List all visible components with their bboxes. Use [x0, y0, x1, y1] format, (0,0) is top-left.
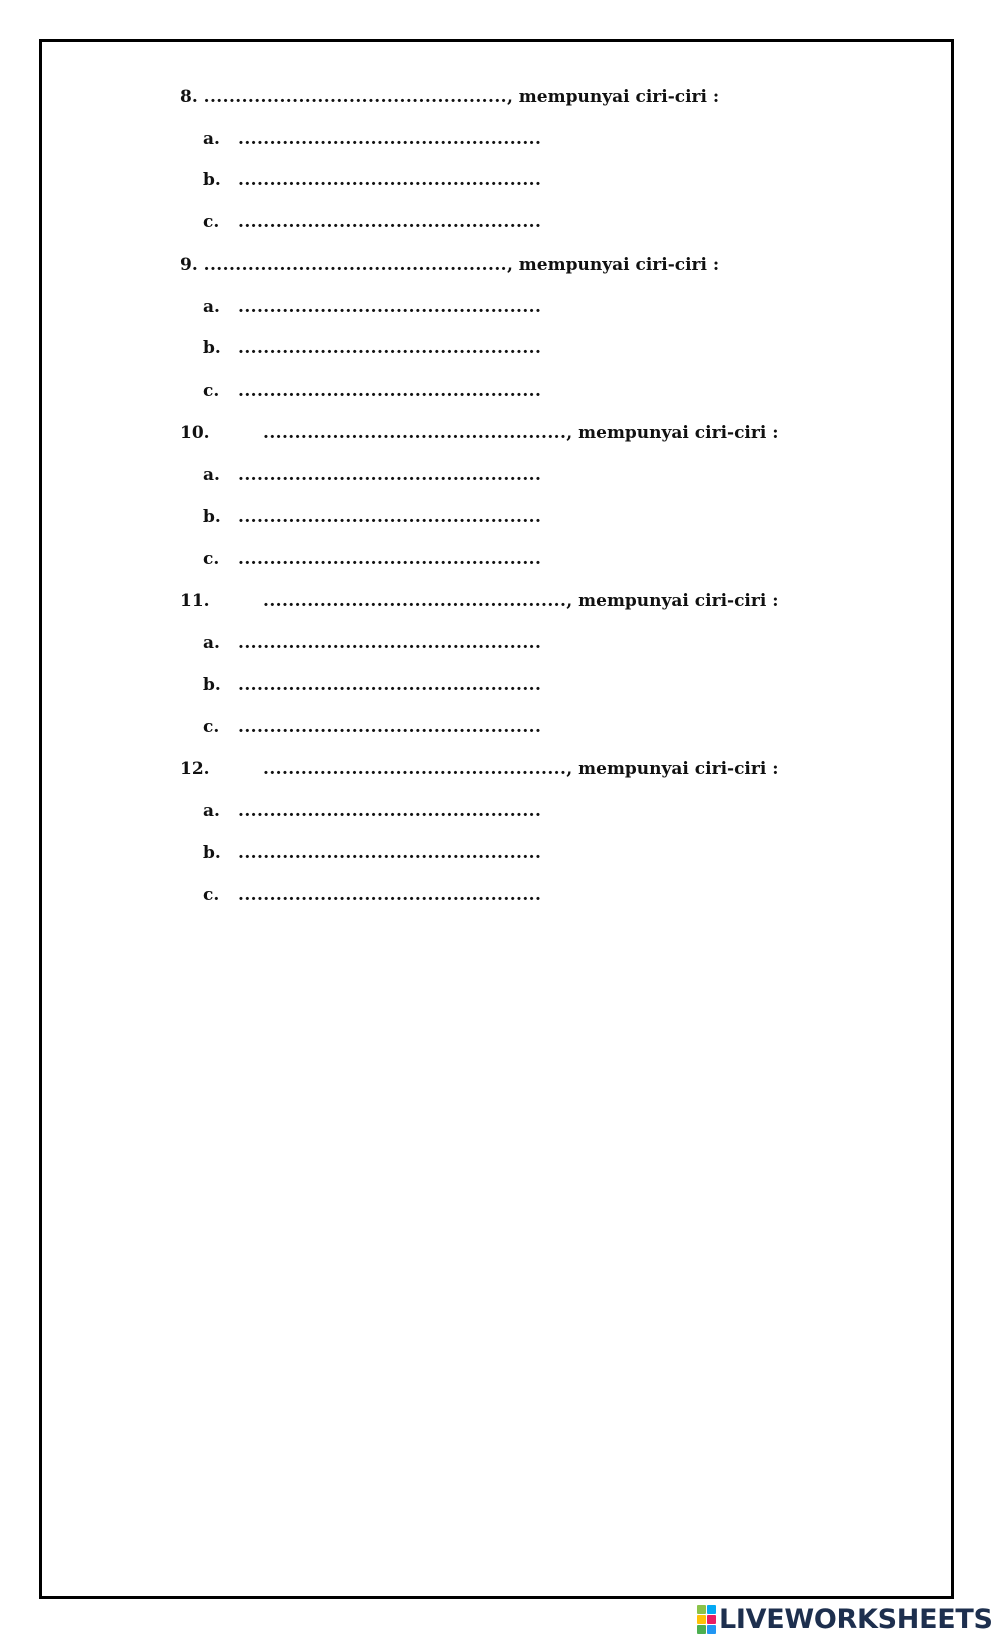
item-letter: c. — [203, 717, 220, 737]
answer-blank[interactable]: ................................................ — [238, 843, 542, 863]
item-letter: a. — [203, 465, 220, 485]
question-number: 10. — [180, 423, 210, 443]
item-letter: c. — [203, 885, 220, 905]
logo-block — [697, 1615, 706, 1624]
list-item — [203, 716, 541, 738]
question-8 — [180, 86, 719, 108]
question-number: 8. — [180, 87, 198, 107]
answer-blank[interactable]: ................................................ — [238, 801, 542, 821]
item-letter: a. — [203, 297, 220, 317]
answer-blank[interactable]: ................................................ — [238, 507, 542, 527]
question-number: 9. — [180, 255, 198, 275]
list-item — [203, 884, 541, 906]
answer-blank[interactable]: ................................................ — [238, 212, 542, 232]
question-suffix: , mempunyai ciri-ciri : — [566, 591, 779, 611]
answer-blank[interactable]: ................................................ — [238, 129, 542, 149]
question-number: 12. — [180, 759, 210, 779]
list-item — [203, 464, 541, 486]
answer-blank[interactable]: ................................................ — [238, 170, 542, 190]
logo-block — [707, 1625, 716, 1634]
list-item — [203, 128, 541, 150]
list-item — [203, 337, 541, 359]
answer-blank[interactable]: ................................................ — [238, 465, 542, 485]
item-letter: a. — [203, 801, 220, 821]
answer-blank[interactable]: ................................................ — [238, 633, 542, 653]
logo-text: LIVEWORKSHEETS — [719, 1603, 993, 1635]
list-item — [203, 380, 541, 402]
list-item — [203, 211, 541, 233]
list-item — [203, 169, 541, 191]
logo-block — [707, 1615, 716, 1624]
item-letter: b. — [203, 170, 221, 190]
item-letter: b. — [203, 843, 221, 863]
question-10 — [180, 422, 779, 444]
logo-blocks-icon — [697, 1605, 716, 1634]
answer-blank[interactable]: ................................................ — [203, 255, 507, 275]
item-letter: c. — [203, 381, 220, 401]
list-item — [203, 548, 541, 570]
item-letter: c. — [203, 212, 220, 232]
question-suffix: , mempunyai ciri-ciri : — [566, 759, 779, 779]
item-letter: a. — [203, 633, 220, 653]
question-suffix: , mempunyai ciri-ciri : — [506, 255, 720, 275]
list-item — [203, 842, 541, 864]
answer-blank[interactable]: ................................................ — [238, 381, 542, 401]
logo-block — [697, 1605, 706, 1614]
question-suffix: , mempunyai ciri-ciri : — [506, 87, 720, 107]
item-letter: b. — [203, 675, 221, 695]
question-9 — [180, 254, 719, 276]
list-item — [203, 296, 541, 318]
list-item — [203, 632, 541, 654]
item-letter: a. — [203, 129, 220, 149]
worksheet-frame — [39, 39, 954, 1599]
answer-blank[interactable]: ................................................ — [203, 87, 507, 107]
list-item — [203, 506, 541, 528]
answer-blank[interactable]: ................................................ — [238, 717, 542, 737]
question-suffix: , mempunyai ciri-ciri : — [566, 423, 779, 443]
question-12 — [180, 758, 779, 780]
item-letter: b. — [203, 507, 221, 527]
item-letter: b. — [203, 338, 221, 358]
answer-blank[interactable]: ................................................ — [238, 297, 542, 317]
answer-blank[interactable]: ................................................ — [238, 549, 542, 569]
answer-blank[interactable]: ................................................ — [263, 423, 567, 443]
liveworksheets-logo — [697, 1604, 993, 1634]
answer-blank[interactable]: ................................................ — [263, 591, 567, 611]
list-item — [203, 674, 541, 696]
answer-blank[interactable]: ................................................ — [263, 759, 567, 779]
answer-blank[interactable]: ................................................ — [238, 885, 542, 905]
answer-blank[interactable]: ................................................ — [238, 675, 542, 695]
question-11 — [180, 590, 779, 612]
list-item — [203, 800, 541, 822]
logo-block — [697, 1625, 706, 1634]
question-number: 11. — [180, 591, 210, 611]
answer-blank[interactable]: ................................................ — [238, 338, 542, 358]
item-letter: c. — [203, 549, 220, 569]
logo-block — [707, 1605, 716, 1614]
